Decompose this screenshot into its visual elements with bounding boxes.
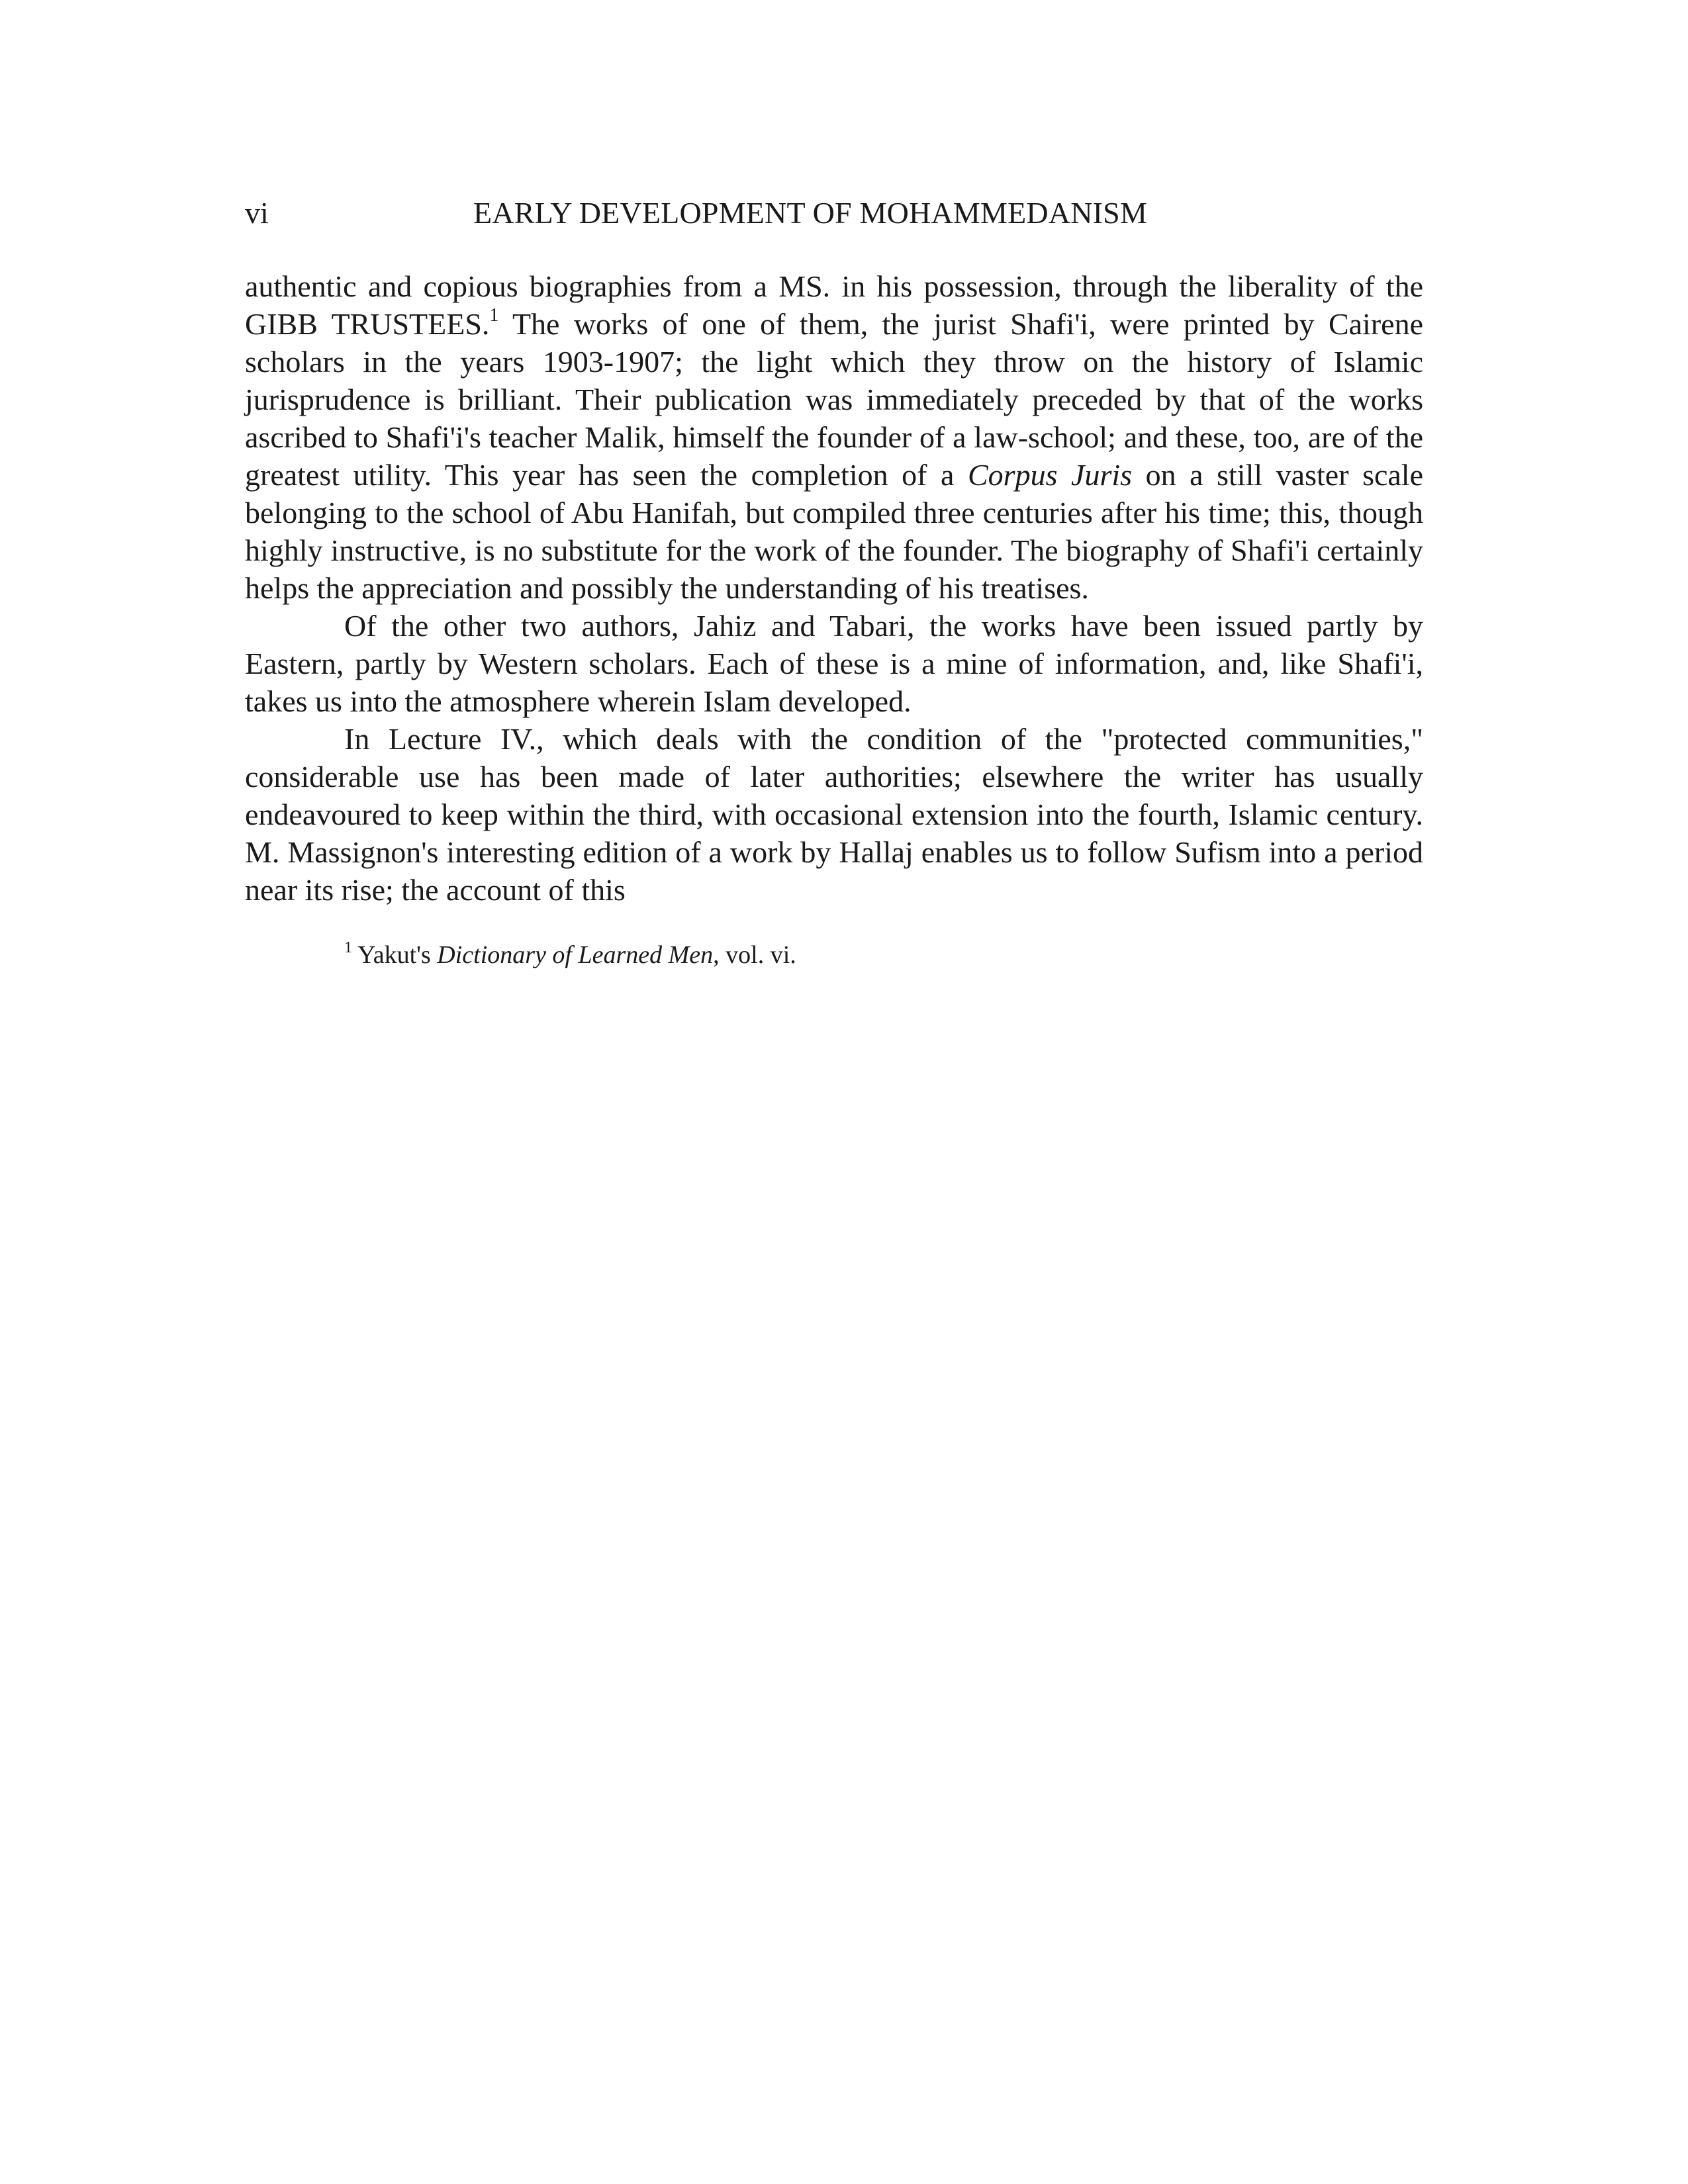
book-page xyxy=(245,192,1423,972)
paragraph-1 xyxy=(245,267,1423,607)
italic-title-corpus-juris: Corpus Juris xyxy=(968,458,1133,492)
footnote-mark: 1 xyxy=(344,939,352,956)
paragraph-1-text-a: authentic and copious biographies from a MS. in his possession, through the liberality of the GIBB TRUSTEES. xyxy=(245,269,1423,341)
footnote-italic-title: Dictionary of Learned Men xyxy=(437,941,714,969)
paragraph-1-text-b: The works of one of them, the jurist Shafi'i, were printed by Cairene scholars in the years 1903-1907; the light which they throw on the history of Islamic jurisprudence is brilliant. Their publication was immediately preceded by that of the works ascribed to Shafi'i's teacher Malik, himself the founder of a law-school; and these, too, are of the greatest utility. This year has seen the completion of a xyxy=(245,307,1423,492)
footnote xyxy=(245,938,1423,972)
footnote-text-b: , vol. vi. xyxy=(713,941,796,969)
footnote-text-a: Yakut's xyxy=(352,941,438,969)
page-number: vi xyxy=(245,196,269,230)
paragraph-1-text-c: on a still vaster scale belonging to the school of Abu Hanifah, but compiled three centuries after his time; this, though highly instructive, is no substitute for the work of the founder. The biography of Shafi'i certainly helps the appreciation and possibly the understanding of his treatises. xyxy=(245,458,1424,605)
paragraph-2: Of the other two authors, Jahiz and Tabari, the works have been issued partly by Eastern, partly by Western scholars. Each of these is a mine of information, and, like Shafi'i, takes us into the atmosphere wherein Islam developed. xyxy=(245,609,1423,718)
running-head xyxy=(245,192,1423,234)
footnote-reference: 1 xyxy=(489,305,499,326)
running-title: EARLY DEVELOPMENT OF MOHAMMEDANISM xyxy=(473,196,1148,230)
body-text xyxy=(245,267,1423,909)
paragraph-3: In Lecture IV., which deals with the condition of the "protected communities," considerable use has been made of later authorities; elsewhere the writer has usually endeavoured to keep within the third, with occasional extension into the fourth, Islamic century. M. Massignon's interesting edition of a work by Hallaj enables us to follow Sufism into a period near its rise; the account of this xyxy=(245,722,1423,907)
